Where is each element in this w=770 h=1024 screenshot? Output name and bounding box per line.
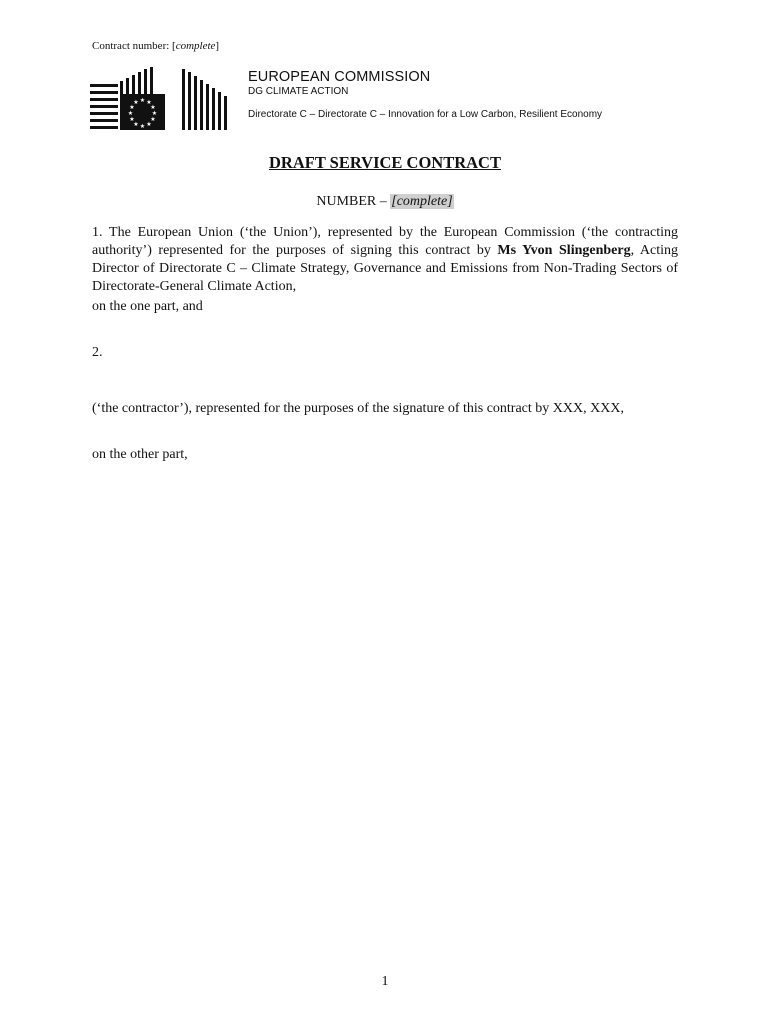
contract-number-heading: NUMBER – [complete] (316, 194, 453, 209)
svg-text:★: ★ (146, 99, 152, 106)
contract-number-line: Contract number: [complete] (92, 40, 220, 52)
contract-number-value: complete (175, 40, 216, 52)
svg-text:★: ★ (127, 110, 134, 117)
contract-number-label: Contract number: (92, 40, 173, 52)
one-part-line: on the one part, and (92, 299, 203, 314)
party-two-number: 2. (92, 345, 103, 360)
svg-text:★: ★ (150, 104, 156, 111)
svg-text:★: ★ (129, 116, 135, 123)
svg-text:★: ★ (146, 121, 152, 128)
svg-text:★: ★ (133, 121, 139, 128)
svg-text:★: ★ (150, 116, 156, 123)
party-one-paragraph (92, 224, 678, 296)
number-label: NUMBER – (316, 194, 391, 209)
document-title: DRAFT SERVICE CONTRACT (269, 153, 501, 172)
svg-text:★: ★ (133, 99, 139, 106)
svg-text:★: ★ (139, 97, 146, 104)
party-one-text-end: , Acting Director of Directorate C – Climate Strategy, Governance and Emissions from Non-Trading Sectors of Directorate-General Climate Action, (92, 243, 678, 294)
dg-name: DG CLIMATE ACTION (248, 86, 349, 97)
svg-text:★: ★ (151, 110, 158, 117)
signatory-name: Ms Yvon Slingenberg (497, 243, 631, 258)
issuer-block (248, 69, 602, 121)
page-number: 1 (381, 974, 389, 989)
number-value: complete (396, 194, 448, 209)
svg-text:★: ★ (139, 123, 146, 130)
commission-name: EUROPEAN COMMISSION (248, 69, 431, 85)
party-one-text-start: 1. The European Union (‘the Union’), represented by the European Commission (‘the contracting authority’) represented for the purposes of signing this contract by (92, 225, 678, 258)
contractor-paragraph: (‘the contractor’), represented for the purposes of the signature of this contract by XXX, XXX, (92, 401, 624, 416)
directorate-line: Directorate C – Directorate C – Innovation for a Low Carbon, Resilient Economy (248, 109, 603, 120)
other-part-line: on the other part, (92, 447, 188, 462)
european-commission-logo-icon (90, 64, 230, 134)
svg-text:★: ★ (129, 104, 135, 111)
